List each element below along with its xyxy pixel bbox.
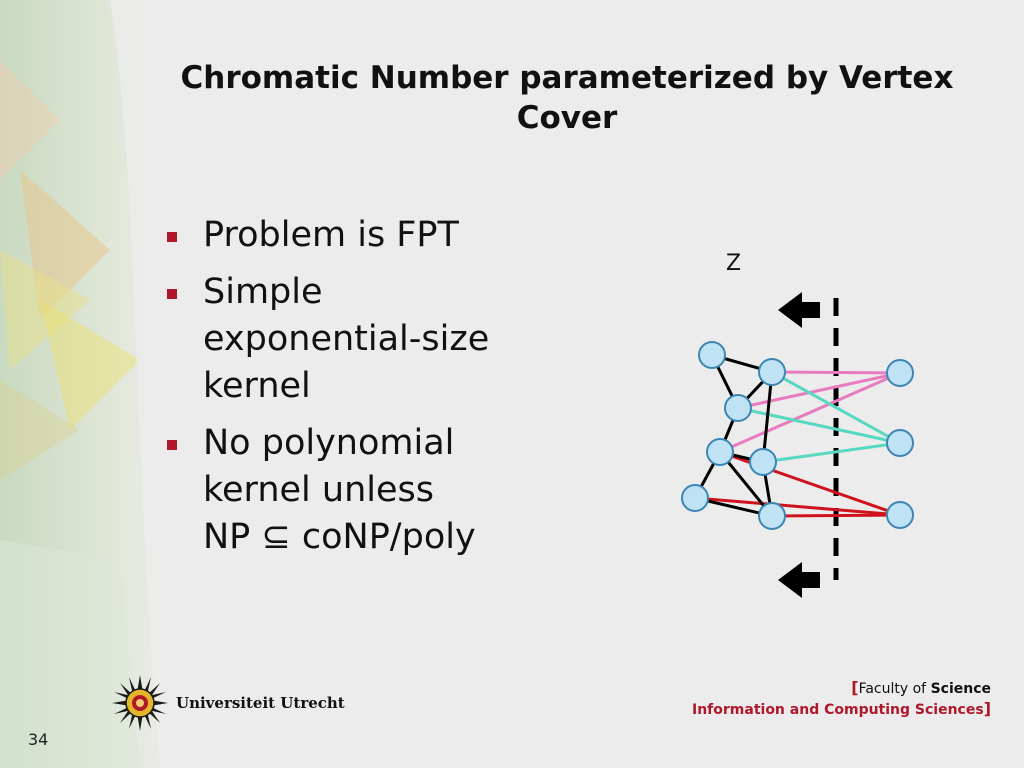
vertex-cover-diagram (660, 240, 930, 610)
department-name: Information and Computing Sciences (692, 702, 984, 718)
graph-vertex (887, 502, 913, 528)
left-arrow-top-icon (778, 292, 820, 328)
bullet-text: No polynomial kernel unless NP ⊆ coNP/poly (203, 423, 476, 557)
bullet-item (165, 212, 565, 259)
faculty-prefix: Faculty of (858, 681, 931, 697)
graph-vertex (887, 430, 913, 456)
department-line (692, 699, 991, 720)
slide-title: Chromatic Number parameterized by Vertex Cover (180, 60, 954, 136)
bullet-text: Simple exponential-size kernel (203, 272, 490, 406)
bullet-item (165, 269, 565, 410)
graph-vertex (725, 395, 751, 421)
university-sun-logo-icon (112, 675, 168, 731)
page-number: 34 (28, 730, 49, 749)
graph-vertex (759, 503, 785, 529)
graph-vertex (682, 485, 708, 511)
faculty-line (692, 678, 991, 699)
decorative-background-band (0, 0, 175, 768)
open-bracket: [ (851, 678, 859, 697)
graph-vertex (887, 360, 913, 386)
faculty-name: Science (930, 681, 991, 697)
faculty-block (692, 678, 991, 720)
bullet-marker-icon (167, 440, 177, 450)
left-arrow-bottom-icon (778, 562, 820, 598)
bullet-text: Problem is FPT (203, 215, 459, 255)
bullet-marker-icon (167, 232, 177, 242)
university-name: Universiteit Utrecht (176, 694, 345, 712)
graph-vertex (759, 359, 785, 385)
bullet-list (165, 212, 565, 571)
graph-vertex (750, 449, 776, 475)
bullet-marker-icon (167, 289, 177, 299)
graph-vertex (699, 342, 725, 368)
z-label: Z (726, 251, 742, 276)
close-bracket: ] (983, 699, 991, 718)
graph-vertex (707, 439, 733, 465)
bullet-item (165, 420, 565, 561)
